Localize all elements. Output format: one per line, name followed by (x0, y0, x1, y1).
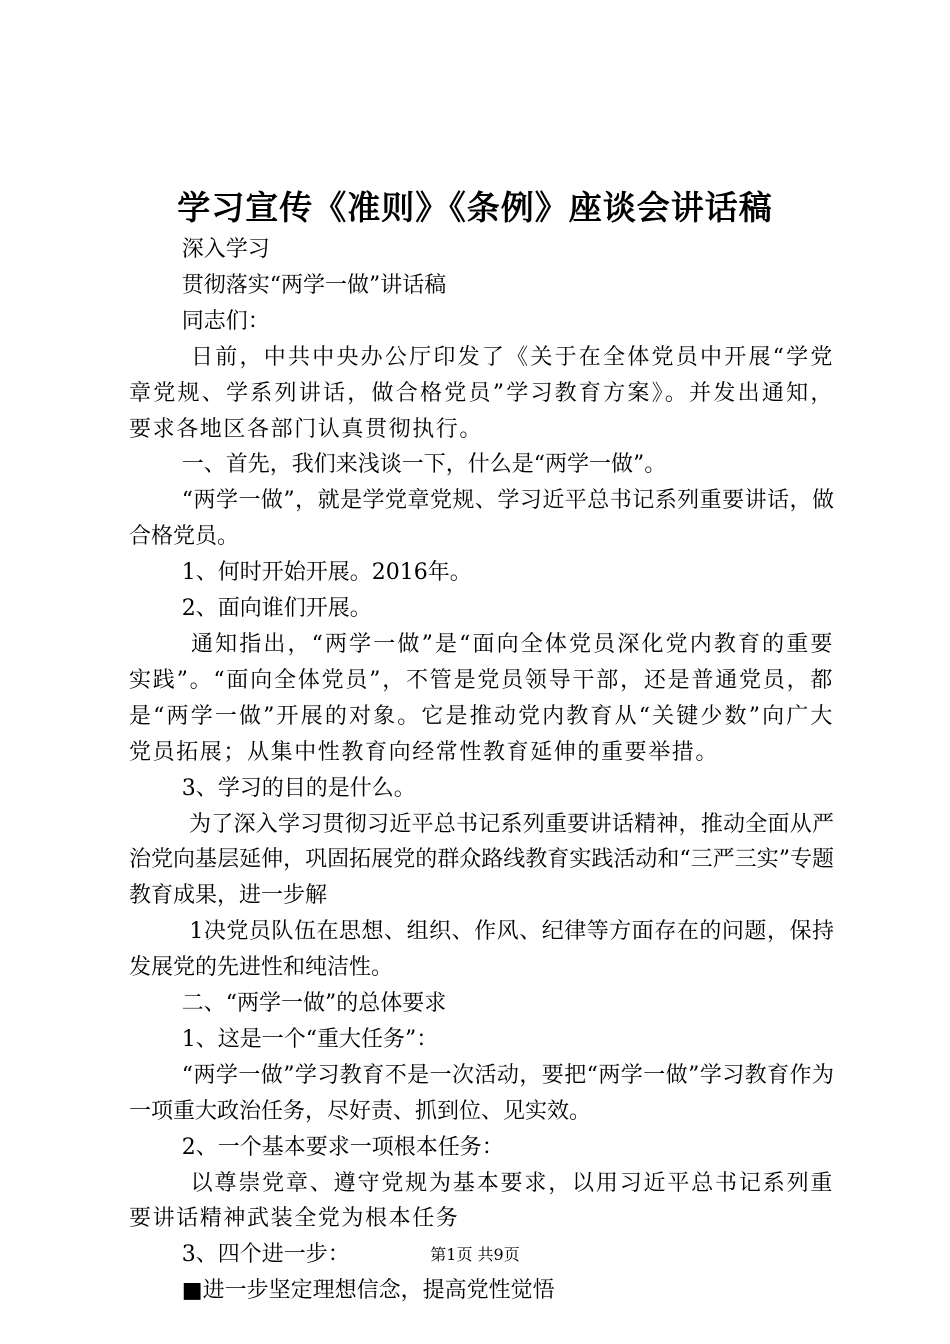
paragraph: 深入学习 (181, 237, 270, 262)
document-body (129, 232, 834, 1309)
paragraph: 3、四个进一步： (181, 1242, 350, 1268)
paragraph: “两学一做”学习教育不是一次活动，要把“两学一做”学习教育作为一项重大政治任务，尽好责、抓到位、见实效。 (129, 1062, 834, 1124)
paragraph: 二、“两学一做”的总体要求 (181, 991, 447, 1017)
paragraph: 以尊崇党章、遵守党规为基本要求，以用习近平总书记系列重要讲话精神武装全党为根本任务 (129, 1170, 835, 1232)
paragraph: “两学一做”，就是学党章党规、学习近平总书记系列重要讲话，做合格党员。 (129, 488, 834, 550)
paragraph: 2、面向谁们开展。 (181, 596, 372, 622)
paragraph: 日前，中共中央办公厅印发了《关于在全体党员中开展“学党章党规、学系列讲话，做合格党员”学习教育方案》。并发出通知，要求各地区各部门认真贯彻执行。 (129, 344, 835, 442)
paragraph: 1、这是一个“重大任务”： (181, 1026, 439, 1052)
paragraph: ■进一步坚定理想信念，提高党性觉悟 (181, 1278, 555, 1304)
paragraph: 2、一个基本要求一项根本任务： (181, 1134, 504, 1160)
paragraph: 通知指出，“两学一做”是“面向全体党员深化党内教育的重要实践”。“面向全体党员”，不管是党员领导干部，还是普通党员，都是“两学一做”开展的对象。它是推动党内教育从“关键少数”向广大党员拓展；从集中性教育向经常性教育延伸的重要举措。 (129, 631, 835, 765)
paragraph: 一、首先，我们来浅谈一下，什么是“两学一做”。 (181, 452, 667, 478)
document-title: 学习宣传《准则》《条例》座谈会讲话稿 (177, 188, 773, 227)
page-footer: 第1页 共9页 (430, 1245, 520, 1264)
paragraph: 3、学习的目的是什么。 (181, 775, 416, 801)
paragraph: 1、何时开始开展。2016年。 (181, 560, 472, 586)
paragraph: 贯彻落实“两学一做”讲话稿 (181, 272, 447, 298)
paragraph: 为了深入学习贯彻习近平总书记系列重要讲话精神，推动全面从严治党向基层延伸，巩固拓展党的群众路线教育实践活动和“三严三实”专题教育成果，进一步解 (129, 811, 834, 909)
paragraph: 1决党员队伍在思想、组织、作风、纪律等方面存在的问题，保持发展党的先进性和纯洁性。 (129, 919, 835, 981)
paragraph: 同志们： (181, 308, 270, 334)
